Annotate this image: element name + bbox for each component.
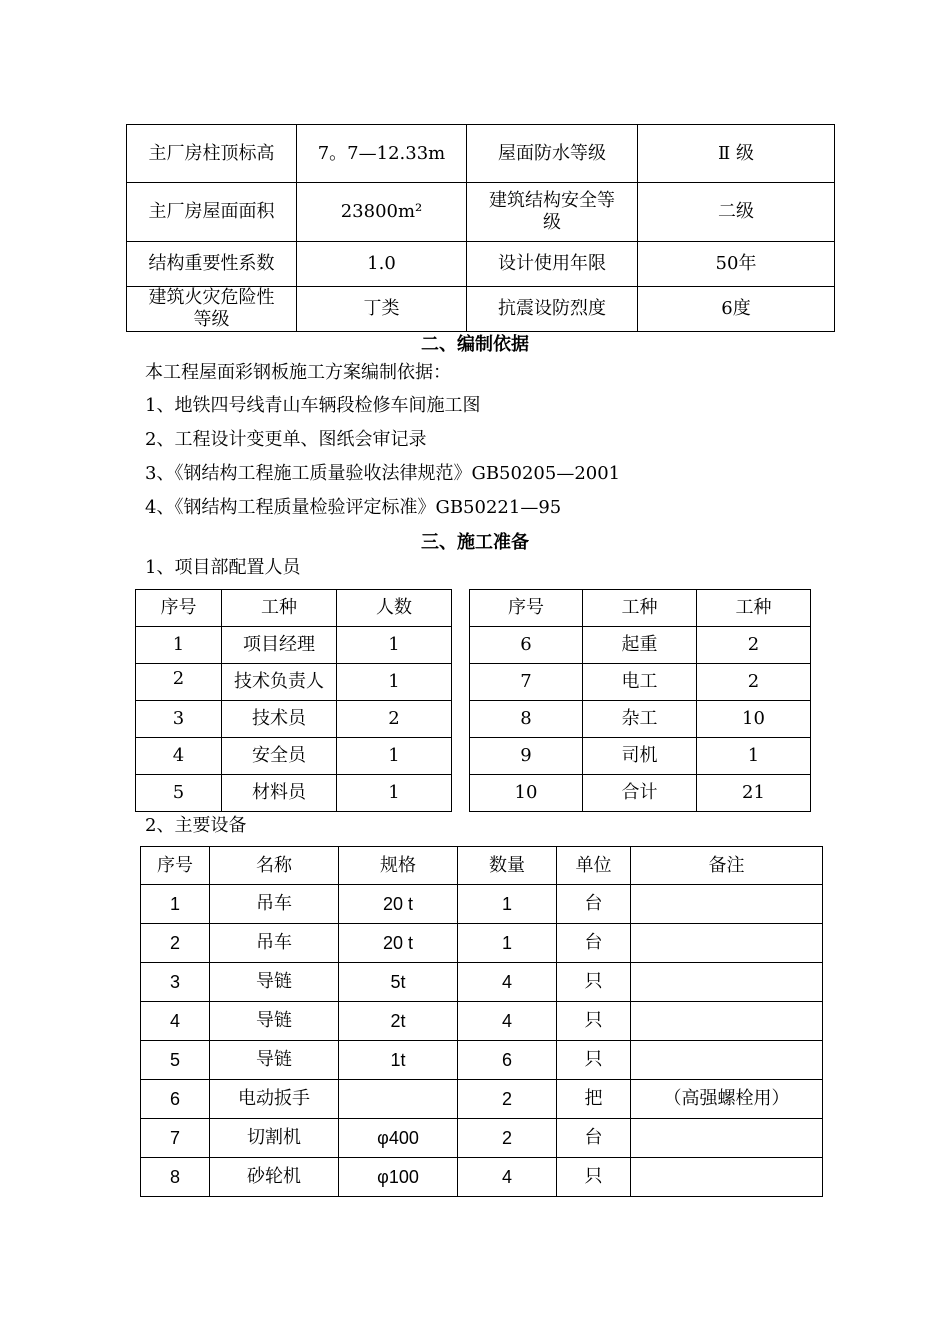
table-row xyxy=(136,627,811,664)
table-cell: 只 xyxy=(557,963,631,1002)
table-cell xyxy=(339,1080,458,1119)
table-cell: 5 xyxy=(136,775,222,812)
column-header: 规格 xyxy=(339,847,458,885)
table-cell: 1 xyxy=(136,627,222,664)
table-cell: 砂轮机 xyxy=(210,1158,339,1197)
table-cell: 项目经理 xyxy=(222,627,337,664)
table-cell: 技术员 xyxy=(222,701,337,738)
table-cell: 把 xyxy=(557,1080,631,1119)
table-cell: 司机 xyxy=(583,738,697,775)
list-item: 2、工程设计变更单、图纸会审记录 xyxy=(145,429,427,450)
table-cell: 50年 xyxy=(638,242,835,287)
table-cell: 4 xyxy=(136,738,222,775)
table-cell: 导链 xyxy=(210,963,339,1002)
section-heading: 三、施工准备 xyxy=(421,532,529,553)
equipment-table xyxy=(140,846,823,1197)
table-cell: 4 xyxy=(458,963,557,1002)
table-cell: 10 xyxy=(697,701,811,738)
table-row xyxy=(141,1041,823,1080)
table-row xyxy=(141,1002,823,1041)
table-cell: φ100 xyxy=(339,1158,458,1197)
table-cell: 技术负责人 xyxy=(222,664,337,701)
column-header: 人数 xyxy=(337,590,452,627)
table-header-row xyxy=(136,590,811,627)
table-cell xyxy=(631,1041,823,1080)
table-cell: 导链 xyxy=(210,1041,339,1080)
table-cell: 4 xyxy=(458,1002,557,1041)
table-cell: 1 xyxy=(697,738,811,775)
column-header: 序号 xyxy=(136,590,222,627)
table-cell xyxy=(631,1002,823,1041)
table-cell: 5 xyxy=(141,1041,210,1080)
table-cell: 二级 xyxy=(638,183,835,242)
personnel-table xyxy=(135,589,811,812)
column-header: 名称 xyxy=(210,847,339,885)
subsection-title: 2、主要设备 xyxy=(145,815,247,836)
table-cell xyxy=(631,963,823,1002)
table-cell: 20 t xyxy=(339,885,458,924)
table-row xyxy=(127,242,835,287)
column-header: 工种 xyxy=(583,590,697,627)
table-cell xyxy=(631,1119,823,1158)
table-cell: 主厂房屋面面积 xyxy=(127,183,297,242)
list-item: 1、地铁四号线青山车辆段检修车间施工图 xyxy=(145,395,481,416)
table-cell: 设计使用年限 xyxy=(467,242,638,287)
table-row xyxy=(141,1158,823,1197)
table-row xyxy=(136,664,811,701)
table-header-row xyxy=(141,847,823,885)
table-cell xyxy=(631,924,823,963)
section-heading: 二、编制依据 xyxy=(421,334,529,355)
table-cell: 7 xyxy=(470,664,583,701)
table-cell: 安全员 xyxy=(222,738,337,775)
table-cell: 8 xyxy=(470,701,583,738)
table-row xyxy=(136,701,811,738)
table-cell: 起重 xyxy=(583,627,697,664)
table-cell: 6度 xyxy=(638,287,835,332)
table-cell: 1.0 xyxy=(297,242,467,287)
column-header: 序号 xyxy=(470,590,583,627)
table-cell: 主厂房柱顶标高 xyxy=(127,125,297,183)
table-cell: 电工 xyxy=(583,664,697,701)
table-cell: 只 xyxy=(557,1158,631,1197)
table-row xyxy=(141,1080,823,1119)
column-header: 工种 xyxy=(697,590,811,627)
table-cell: 1 xyxy=(337,627,452,664)
list-item: 4、《钢结构工程质量检验评定标准》GB50221—95 xyxy=(145,497,562,518)
table-cell: 2t xyxy=(339,1002,458,1041)
table-cell: 4 xyxy=(458,1158,557,1197)
table-cell: 1 xyxy=(458,885,557,924)
table-row xyxy=(136,775,811,812)
table-cell: 1 xyxy=(337,775,452,812)
table-cell: 8 xyxy=(141,1158,210,1197)
table-cell: 1 xyxy=(337,738,452,775)
table-cell: 1 xyxy=(458,924,557,963)
table-cell: 台 xyxy=(557,924,631,963)
column-header: 序号 xyxy=(141,847,210,885)
table-cell: φ400 xyxy=(339,1119,458,1158)
table-row xyxy=(127,183,835,242)
table-cell: 1t xyxy=(339,1041,458,1080)
table-cell: 台 xyxy=(557,1119,631,1158)
table-cell: 21 xyxy=(697,775,811,812)
table-cell: 合计 xyxy=(583,775,697,812)
table-cell: 材料员 xyxy=(222,775,337,812)
column-header: 备注 xyxy=(631,847,823,885)
table-cell: 杂工 xyxy=(583,701,697,738)
table-cell: 抗震设防烈度 xyxy=(467,287,638,332)
table-cell: 7。7—12.33m xyxy=(297,125,467,183)
table-cell: 屋面防水等级 xyxy=(467,125,638,183)
table-cell: 结构重要性系数 xyxy=(127,242,297,287)
column-header: 单位 xyxy=(557,847,631,885)
table-cell: 切割机 xyxy=(210,1119,339,1158)
paragraph: 本工程屋面彩钢板施工方案编制依据： xyxy=(145,362,451,383)
table-cell: 1 xyxy=(141,885,210,924)
table-cell: 20 t xyxy=(339,924,458,963)
table-cell: 10 xyxy=(470,775,583,812)
table-row xyxy=(141,924,823,963)
table-cell: 导链 xyxy=(210,1002,339,1041)
table-cell: 电动扳手 xyxy=(210,1080,339,1119)
table-cell: 7 xyxy=(141,1119,210,1158)
table-cell: 9 xyxy=(470,738,583,775)
table-cell: 2 xyxy=(458,1080,557,1119)
table-cell: 2 xyxy=(136,664,222,701)
table-cell: 2 xyxy=(141,924,210,963)
table-cell: 丁类 xyxy=(297,287,467,332)
table-cell: 3 xyxy=(141,963,210,1002)
table-cell: 吊车 xyxy=(210,885,339,924)
table-cell: 6 xyxy=(458,1041,557,1080)
table-cell: 建筑火灾危险性等级 xyxy=(127,287,297,332)
table-cell: 建筑结构安全等级 xyxy=(467,183,638,242)
subsection-title: 1、项目部配置人员 xyxy=(145,557,301,578)
column-header: 数量 xyxy=(458,847,557,885)
table-cell: 2 xyxy=(337,701,452,738)
table-cell: 只 xyxy=(557,1041,631,1080)
table-row xyxy=(141,1119,823,1158)
table-cell: 6 xyxy=(141,1080,210,1119)
table-cell xyxy=(631,1158,823,1197)
table-cell: 只 xyxy=(557,1002,631,1041)
table-row xyxy=(127,287,835,332)
table-row xyxy=(136,738,811,775)
table-row xyxy=(141,885,823,924)
table-cell: 2 xyxy=(697,664,811,701)
table-cell: Ⅱ 级 xyxy=(638,125,835,183)
table-cell: 6 xyxy=(470,627,583,664)
column-gap xyxy=(452,590,470,812)
table-cell: 5t xyxy=(339,963,458,1002)
table-cell: 2 xyxy=(458,1119,557,1158)
table-cell: （高强螺栓用） xyxy=(631,1080,823,1119)
table-cell: 1 xyxy=(337,664,452,701)
table-cell: 4 xyxy=(141,1002,210,1041)
table-row xyxy=(141,963,823,1002)
table-cell: 3 xyxy=(136,701,222,738)
table-cell: 吊车 xyxy=(210,924,339,963)
table-cell: 台 xyxy=(557,885,631,924)
table-row xyxy=(127,125,835,183)
table-cell xyxy=(631,885,823,924)
overview-table xyxy=(126,124,835,332)
table-cell: 23800m² xyxy=(297,183,467,242)
list-item: 3、《钢结构工程施工质量验收法律规范》GB50205—2001 xyxy=(145,463,621,484)
table-cell: 2 xyxy=(697,627,811,664)
column-header: 工种 xyxy=(222,590,337,627)
